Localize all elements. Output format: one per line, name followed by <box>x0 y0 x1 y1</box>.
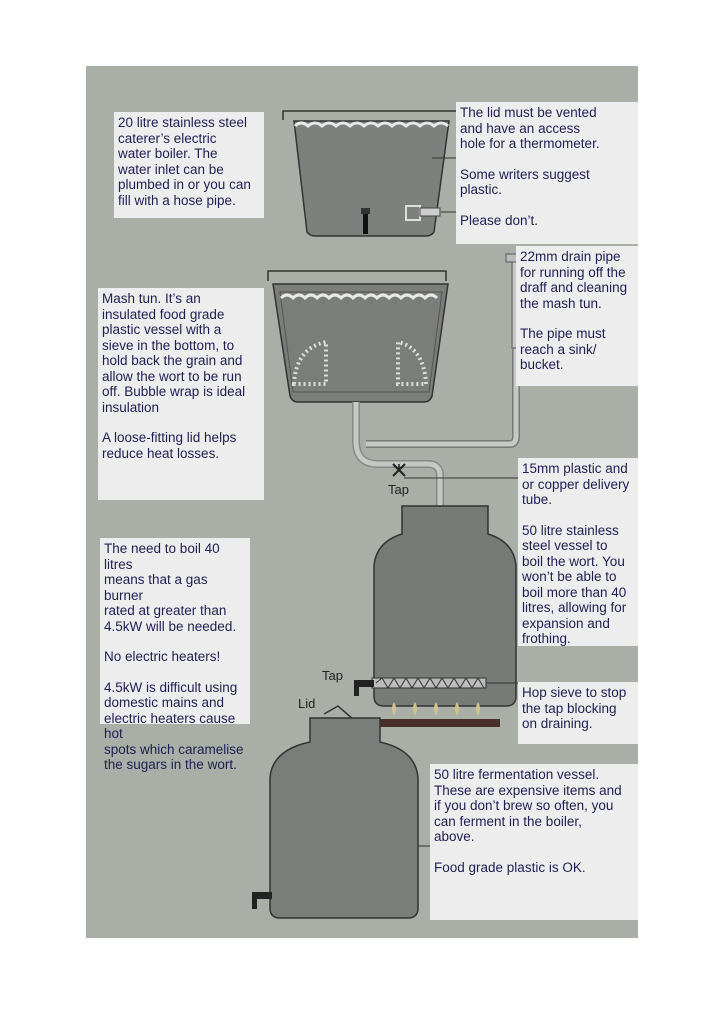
note-hop-sieve <box>518 682 638 744</box>
note-text: 22mm drain pipe for running off the draff and cleaning the mash tun. <box>520 249 628 311</box>
note-text: Hop sieve to stop the tap blocking on draining. <box>522 685 627 731</box>
note-delivery-and-boiler <box>518 458 638 646</box>
note-text: 50 litre fermentation vessel. These are expensive items and if you don’t brew so often, you can ferment in the boiler, above. <box>434 767 622 844</box>
note-text: 20 litre stainless steel caterer’s electric water boiler. The water inlet can be plumbed in or you can fill with a hose pipe. <box>118 115 251 208</box>
note-lid-venting <box>456 102 638 244</box>
note-mash-tun <box>98 288 264 500</box>
note-text: 4.5kW is difficult using domestic mains and electric heaters cause hot spots which caramelise the sugars in the wort. <box>104 679 244 772</box>
note-fermentation-vessel <box>430 764 638 920</box>
note-text: Some writers suggest plastic. <box>460 166 590 197</box>
boiler-outlet-tap-icon <box>354 680 374 696</box>
fermenter-tap-icon <box>252 892 272 909</box>
note-text: A loose-fitting lid helps reduce heat losses. <box>102 430 237 461</box>
fermenter-lid-label: Lid <box>298 696 316 711</box>
note-text: No electric heaters! <box>104 649 221 664</box>
note-text: The pipe must reach a sink/ bucket. <box>520 326 606 372</box>
boil-vessel <box>374 506 516 706</box>
mash-tap-label: Tap <box>388 482 409 497</box>
note-text: Please don’t. <box>460 212 539 228</box>
note-text: The lid must be vented and have an access hole for a thermometer. <box>460 105 600 151</box>
note-text: Food grade plastic is OK. <box>434 859 586 875</box>
note-gas-burner <box>100 538 250 772</box>
boiler-tap-label: Tap <box>322 668 343 683</box>
note-text: Mash tun. It’s an insulated food grade plastic vessel with a sieve in the bottom, to hold back the grain and allow the wort to be run off. Bubble wrap is ideal insulation <box>102 291 246 415</box>
note-drain-pipe <box>516 246 638 386</box>
note-water-boiler <box>114 112 264 218</box>
fermentation-vessel <box>270 718 418 918</box>
note-text: The need to boil 40 litres means that a gas burner rated at greater than 4.5kW will be needed. <box>104 541 237 634</box>
mash-tun-lid <box>268 271 446 281</box>
mash-tap-icon <box>393 464 405 476</box>
water-boiler <box>294 121 449 236</box>
note-text: 15mm plastic and or copper delivery tube. <box>522 461 630 507</box>
boiler-lid <box>283 111 458 120</box>
note-text: 50 litre stainless steel vessel to boil the wort. You won’t be able to boil more than 40 litres, allowing for expansion and frothing. <box>522 522 627 646</box>
diagram-sheet <box>86 66 638 938</box>
